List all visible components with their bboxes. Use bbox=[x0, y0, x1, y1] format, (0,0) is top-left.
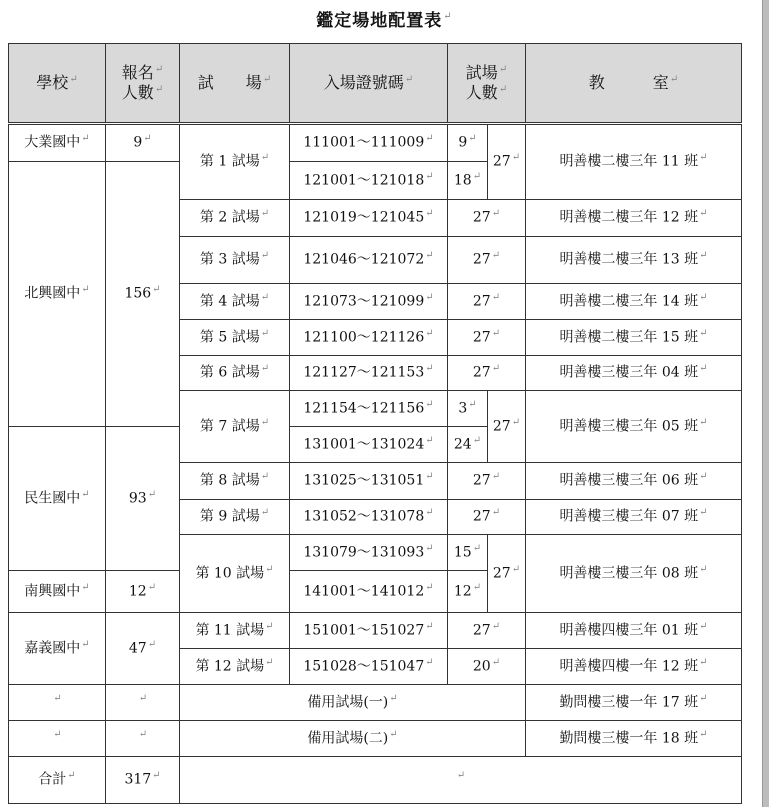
room-cell: 第 5 試場↵ bbox=[180, 320, 290, 356]
spare-room-cell: 備用試場(一)↵ bbox=[180, 685, 526, 721]
classroom-cell: 勤問樓三樓一年 17 班↵ bbox=[526, 685, 742, 721]
count-cell: 156↵ bbox=[106, 162, 180, 427]
room-total-cell: 27↵ bbox=[448, 500, 526, 535]
room-total-cell: 27↵ bbox=[448, 320, 526, 356]
room-cell: 第 9 試場↵ bbox=[180, 500, 290, 535]
table-row bbox=[9, 721, 742, 757]
range-cell: 151028～151047↵ bbox=[290, 649, 448, 685]
range-cell: 131001～131024↵ bbox=[290, 427, 448, 463]
classroom-cell: 明善樓二樓三年 14 班↵ bbox=[526, 284, 742, 320]
header-ticket: 入場證號碼↵ bbox=[290, 44, 448, 124]
school-cell: 嘉義國中↵ bbox=[9, 613, 106, 685]
room-cell: 第 3 試場↵ bbox=[180, 237, 290, 284]
range-cell: 111001～111009↵ bbox=[290, 124, 448, 162]
school-cell: 大業國中↵ bbox=[9, 124, 106, 162]
range-cell: 151001～151027↵ bbox=[290, 613, 448, 649]
sub-count-cell: 15↵ bbox=[448, 535, 488, 571]
room-total-cell: 27↵ bbox=[448, 356, 526, 391]
total-count: 317↵ bbox=[106, 757, 180, 804]
header-classroom: 教 室↵ bbox=[526, 44, 742, 124]
room-total-cell: 27↵ bbox=[448, 237, 526, 284]
range-cell: 131052～131078↵ bbox=[290, 500, 448, 535]
total-blank: ↵ bbox=[180, 757, 742, 804]
range-cell: 121046～121072↵ bbox=[290, 237, 448, 284]
range-cell: 121100～121126↵ bbox=[290, 320, 448, 356]
room-cell: 第 10 試場↵ bbox=[180, 535, 290, 613]
classroom-cell: 明善樓二樓三年 12 班↵ bbox=[526, 200, 742, 237]
room-total-cell: 20↵ bbox=[448, 649, 526, 685]
school-cell: 北興國中↵ bbox=[9, 162, 106, 427]
range-cell: 121073～121099↵ bbox=[290, 284, 448, 320]
page-title: 鑑定場地配置表↵ bbox=[316, 11, 453, 31]
table-row bbox=[9, 613, 742, 649]
room-cell: 第 2 試場↵ bbox=[180, 200, 290, 237]
spare-room-cell: 備用試場(二)↵ bbox=[180, 721, 526, 757]
classroom-cell: 明善樓三樓三年 06 班↵ bbox=[526, 463, 742, 500]
total-row bbox=[9, 757, 742, 804]
count-cell: ↵ bbox=[106, 721, 180, 757]
header-room: 試 場↵ bbox=[180, 44, 290, 124]
room-total-cell: 27↵ bbox=[448, 613, 526, 649]
range-cell: 131079～131093↵ bbox=[290, 535, 448, 571]
count-cell: ↵ bbox=[106, 685, 180, 721]
header-count: 報名↵ 人數↵ bbox=[106, 44, 180, 124]
room-cell: 第 4 試場↵ bbox=[180, 284, 290, 320]
count-cell: 47↵ bbox=[106, 613, 180, 685]
room-cell: 第 12 試場↵ bbox=[180, 649, 290, 685]
range-cell: 121001～121018↵ bbox=[290, 162, 448, 200]
sub-count-cell: 12↵ bbox=[448, 571, 488, 613]
room-total-cell: 27↵ bbox=[448, 200, 526, 237]
room-cell: 第 1 試場↵ bbox=[180, 124, 290, 200]
range-cell: 141001～141012↵ bbox=[290, 571, 448, 613]
school-cell: ↵ bbox=[9, 685, 106, 721]
classroom-cell: 明善樓三樓三年 05 班↵ bbox=[526, 391, 742, 463]
classroom-cell: 明善樓三樓三年 07 班↵ bbox=[526, 500, 742, 535]
classroom-cell: 明善樓四樓一年 12 班↵ bbox=[526, 649, 742, 685]
classroom-cell: 明善樓三樓三年 04 班↵ bbox=[526, 356, 742, 391]
classroom-cell: 勤問樓三樓一年 18 班↵ bbox=[526, 721, 742, 757]
room-total-cell: 27↵ bbox=[488, 391, 526, 463]
room-total-cell: 27↵ bbox=[488, 535, 526, 613]
sub-count-cell: 9↵ bbox=[448, 124, 488, 162]
room-cell: 第 6 試場↵ bbox=[180, 356, 290, 391]
header-row bbox=[9, 44, 742, 124]
classroom-cell: 明善樓二樓三年 13 班↵ bbox=[526, 237, 742, 284]
room-total-cell: 27↵ bbox=[448, 463, 526, 500]
school-cell: 南興國中↵ bbox=[9, 571, 106, 613]
sub-count-cell: 18↵ bbox=[448, 162, 488, 200]
classroom-cell: 明善樓二樓三年 11 班↵ bbox=[526, 124, 742, 200]
range-cell: 121154～121156↵ bbox=[290, 391, 448, 427]
header-room-count: 試場↵ 人數↵ bbox=[448, 44, 526, 124]
range-cell: 121019～121045↵ bbox=[290, 200, 448, 237]
classroom-cell: 明善樓二樓三年 15 班↵ bbox=[526, 320, 742, 356]
school-cell: ↵ bbox=[9, 721, 106, 757]
classroom-cell: 明善樓四樓三年 01 班↵ bbox=[526, 613, 742, 649]
room-cell: 第 11 試場↵ bbox=[180, 613, 290, 649]
room-total-cell: 27↵ bbox=[488, 124, 526, 200]
count-cell: 93↵ bbox=[106, 427, 180, 571]
venue-table bbox=[8, 43, 742, 804]
range-cell: 131025～131051↵ bbox=[290, 463, 448, 500]
count-cell: 9↵ bbox=[106, 124, 180, 162]
room-cell: 第 7 試場↵ bbox=[180, 391, 290, 463]
school-cell: 民生國中↵ bbox=[9, 427, 106, 571]
table-row bbox=[9, 124, 742, 162]
room-total-cell: 27↵ bbox=[448, 284, 526, 320]
classroom-cell: 明善樓三樓三年 08 班↵ bbox=[526, 535, 742, 613]
room-cell: 第 8 試場↵ bbox=[180, 463, 290, 500]
total-label: 合計↵ bbox=[9, 757, 106, 804]
count-cell: 12↵ bbox=[106, 571, 180, 613]
page-edge bbox=[763, 0, 769, 807]
header-school: 學校↵ bbox=[9, 44, 106, 124]
sub-count-cell: 3↵ bbox=[448, 391, 488, 427]
sub-count-cell: 24↵ bbox=[448, 427, 488, 463]
table-row bbox=[9, 685, 742, 721]
range-cell: 121127～121153↵ bbox=[290, 356, 448, 391]
